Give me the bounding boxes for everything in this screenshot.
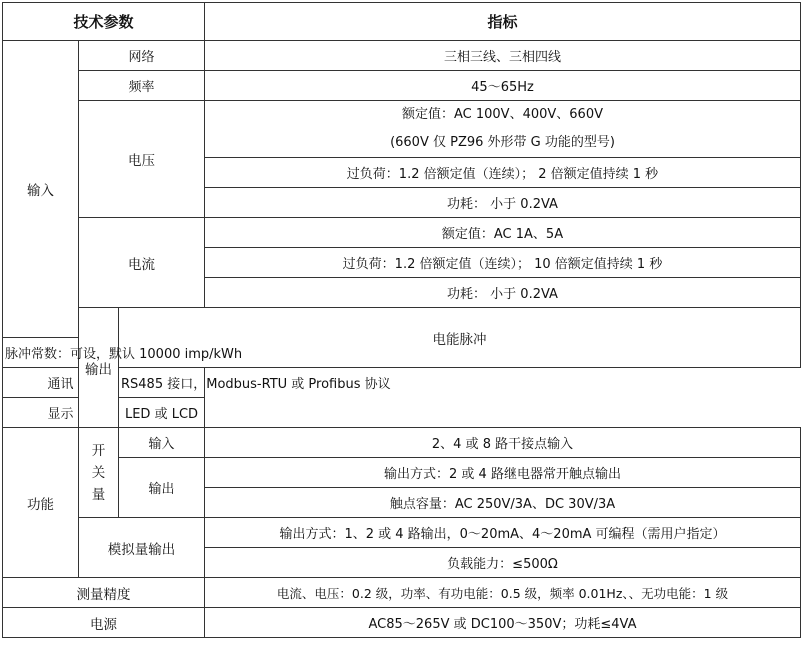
switch-in-label: 输入: [119, 428, 205, 458]
accuracy-label: 测量精度: [3, 578, 205, 608]
table-row: [3, 41, 801, 71]
accuracy-value: 电流、电压：0.2 级，功率、有功电能：0.5 级，频率 0.01Hz、、无功电能：1 级: [205, 578, 801, 608]
frequency-value: 45～65Hz: [205, 71, 801, 101]
current-label: 电流: [79, 218, 205, 308]
switch-in-value: 2、4 或 8 路干接点输入: [205, 428, 801, 458]
pulse-label: 电能脉冲: [119, 308, 801, 368]
table-row: [3, 368, 801, 398]
power-supply-label: 电源: [3, 608, 205, 638]
header-spec: 指标: [205, 3, 801, 41]
table-row: [3, 71, 801, 101]
display-label: 显示: [3, 398, 119, 428]
current-power: 功耗： 小于 0.2VA: [205, 278, 801, 308]
frequency-label: 频率: [79, 71, 205, 101]
group-function: 功能: [3, 428, 79, 578]
group-output: 输出: [79, 308, 119, 428]
table-row: [3, 518, 801, 548]
voltage-rated-cell: [205, 101, 801, 158]
analog-load: 负载能力：≤500Ω: [205, 548, 801, 578]
table-row: [3, 608, 801, 638]
table-row: [3, 578, 801, 608]
switch-label: 开 关 量: [79, 428, 119, 518]
voltage-rated: 额定值：AC 100V、400V、660V: [402, 107, 603, 122]
comm-label: 通讯: [3, 368, 119, 398]
comm-value: RS485 接口，Modbus-RTU 或 Profibus 协议: [119, 368, 205, 398]
group-input: 输入: [3, 41, 79, 338]
voltage-overload: 过负荷：1.2 倍额定值（连续）； 2 倍额定值持续 1 秒: [205, 158, 801, 188]
network-label: 网络: [79, 41, 205, 71]
table-row: [3, 398, 801, 428]
current-rated: 额定值：AC 1A、5A: [205, 218, 801, 248]
switch-out-mode: 输出方式：2 或 4 路继电器常开触点输出: [205, 458, 801, 488]
header-param: 技术参数: [3, 3, 205, 41]
display-value: LED 或 LCD: [119, 398, 205, 428]
power-supply-value: AC85～265V 或 DC100～350V；功耗≤4VA: [205, 608, 801, 638]
header-row: [3, 3, 801, 41]
voltage-label: 电压: [79, 101, 205, 218]
voltage-rated-note: (660V 仅 PZ96 外形带 G 功能的型号): [390, 135, 615, 150]
table-row: [3, 428, 801, 458]
pulse-constant: 脉冲常数：可设，默认 10000 imp/kWh: [3, 338, 79, 368]
network-value: 三相三线、三相四线: [205, 41, 801, 71]
voltage-power: 功耗： 小于 0.2VA: [205, 188, 801, 218]
table-row: [3, 218, 801, 248]
table-row: [3, 101, 801, 158]
current-overload: 过负荷：1.2 倍额定值（连续）； 10 倍额定值持续 1 秒: [205, 248, 801, 278]
analog-label: 模拟量输出: [79, 518, 205, 578]
table-row: [3, 308, 801, 338]
table-row: [3, 458, 801, 488]
spec-table: [2, 2, 801, 638]
switch-out-capacity: 触点容量：AC 250V/3A、DC 30V/3A: [205, 488, 801, 518]
switch-out-label: 输出: [119, 458, 205, 518]
analog-mode: 输出方式：1、2 或 4 路输出，0～20mA、4～20mA 可编程（需用户指定）: [205, 518, 801, 548]
